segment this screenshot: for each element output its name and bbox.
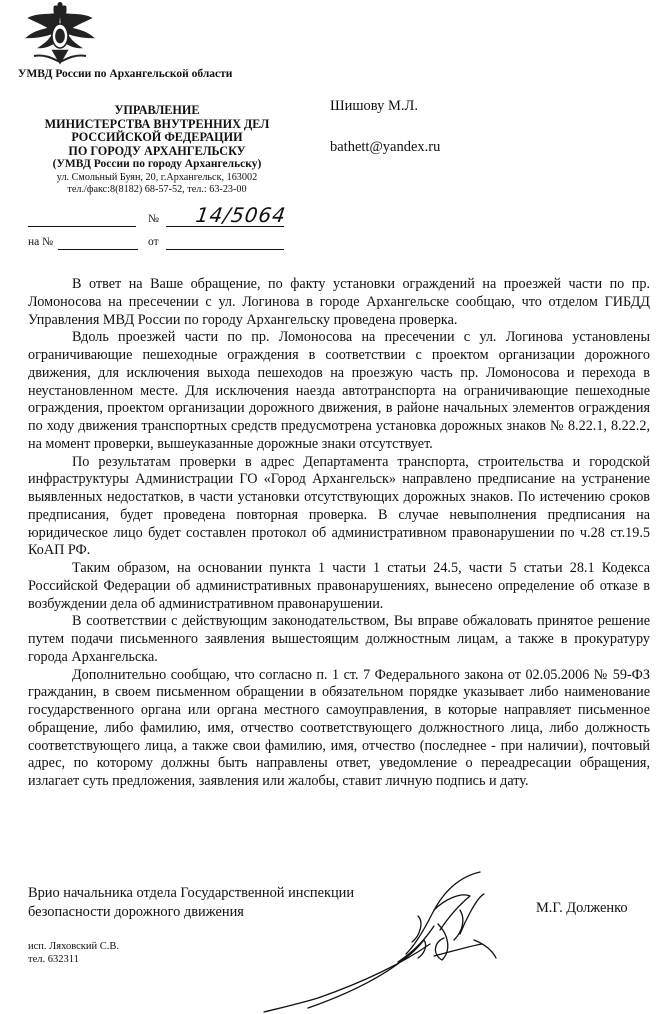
executor-phone: тел. 632311: [28, 954, 79, 965]
handwritten-signature: [248, 858, 548, 1014]
letter-body: [28, 276, 650, 791]
outgoing-number: 14/5064: [194, 203, 288, 227]
org-phone: тел./факс:8(8182) 68-57-52, тел.: 63-23-00: [67, 184, 247, 196]
recipient-email: bathett@yandex.ru: [330, 139, 441, 155]
reply-to-line: [58, 249, 138, 250]
org-name-block: [28, 104, 286, 197]
body-paragraph: Вдоль проезжей части по пр. Ломоносова на пресечении с ул. Логинова установлены ограничивающие пешеходные ограждения в соответствии с проектом организации дорожного движения, для исключения выхода пешеходов на проезжую часть пр. Ломоносова и перехода в неустановленном месте. Для исключения наезда автотранспорта на ограничивающие пешеходные ограждения, проектом организации дорожного движения, в районе начальных элементов ограждения по ходу движения транспортных средств предусмотрена установка дорожных знаков № 8.22.1, 8.22.2, на момент проверки, вышеуказанные дорожные знаки отсутствует.: [28, 329, 650, 452]
org-header-top: УМВД России по Архангельской области: [18, 68, 233, 80]
body-paragraph: В ответ на Ваше обращение, по факту установки ограждений на проезжей части по пр. Ломоносова на пресечении с ул. Логинова в городе Архангельске сообщаю, что отделом ГИБДД Управления МВД России по городу Архангельску проведена проверка.: [28, 276, 650, 328]
reply-date-line: [166, 249, 284, 250]
reply-to-label: на №: [28, 236, 54, 248]
org-name-line-4: ПО ГОРОДУ АРХАНГЕЛЬСКУ: [68, 143, 246, 158]
executor-info: [28, 940, 119, 966]
body-paragraph: По результатам проверки в адрес Департамента транспорта, строительства и городской инфраструктуры Администрации ГО «Город Архангельск» направлено предписание на устранение выявленных недостатков, в части установки отсутствующих дорожных знаков. По истечению сроков предписания, будет проведена повторная проверка. В случае невыполнения предписания на юридическое лицо будет составлен протокол об административном правонарушении по ч.28 ст.19.5 КоАП РФ.: [28, 453, 650, 559]
body-paragraph: Таким образом, на основании пункта 1 части 1 статьи 24.5, части 5 статьи 28.1 Кодекса Российской Федерации об административных правонарушениях, вынесено определение об отказе в возбуждении дела об административном правонарушении.: [28, 560, 650, 612]
org-name-line-3: РОССИЙСКОЙ ФЕДЕРАЦИИ: [71, 130, 243, 145]
signatory-name: М.Г. Долженко: [536, 900, 628, 916]
org-abbreviation: (УМВД России по городу Архангельску): [52, 158, 262, 171]
executor-name: исп. Ляховский С.В.: [28, 941, 119, 952]
outgoing-date-line: [28, 226, 136, 227]
emblem-icon: [14, 2, 106, 66]
body-paragraph: Дополнительно сообщаю, что согласно п. 1 ст. 7 Федерального закона от 02.05.2006 № 59-ФЗ гражданин, в своем письменном обращении в обязательном порядке указывает либо наименование государственного органа или органа местного самоуправления, в которые направляет письменное обращение, либо фамилию, имя, отчество соответствующего должностного лица, либо должность соответствующего лица, а также свои фамилию, имя, отчество (последнее - при наличии), почтовый адрес, по которому должны быть направлены ответ, уведомление о переадресации обращения, излагает суть предложения, заявления или жалобы, ставит личную подпись и дату.: [28, 666, 650, 789]
date-label: от: [148, 236, 159, 248]
org-address: ул. Смольный Буян, 20, г.Архангельск, 163002: [56, 171, 258, 183]
body-paragraph: В соответствии с действующим законодательством, Вы вправе обжаловать принятое решение путем подачи письменного заявления вышестоящим должностным лицам, а также в прокуратуру города Архангельска.: [28, 613, 650, 665]
signatory-title-line-1: Врио начальника отдела Государственной инспекции: [28, 885, 355, 901]
number-label: №: [148, 213, 159, 225]
recipient-name: Шишову М.Л.: [330, 98, 419, 114]
org-name-line-1: УПРАВЛЕНИЕ: [114, 103, 200, 117]
signatory-title-line-2: безопасности дорожного движения: [28, 904, 244, 920]
org-name-line-2: МИНИСТЕРСТВА ВНУТРЕННИХ ДЕЛ: [44, 116, 270, 131]
